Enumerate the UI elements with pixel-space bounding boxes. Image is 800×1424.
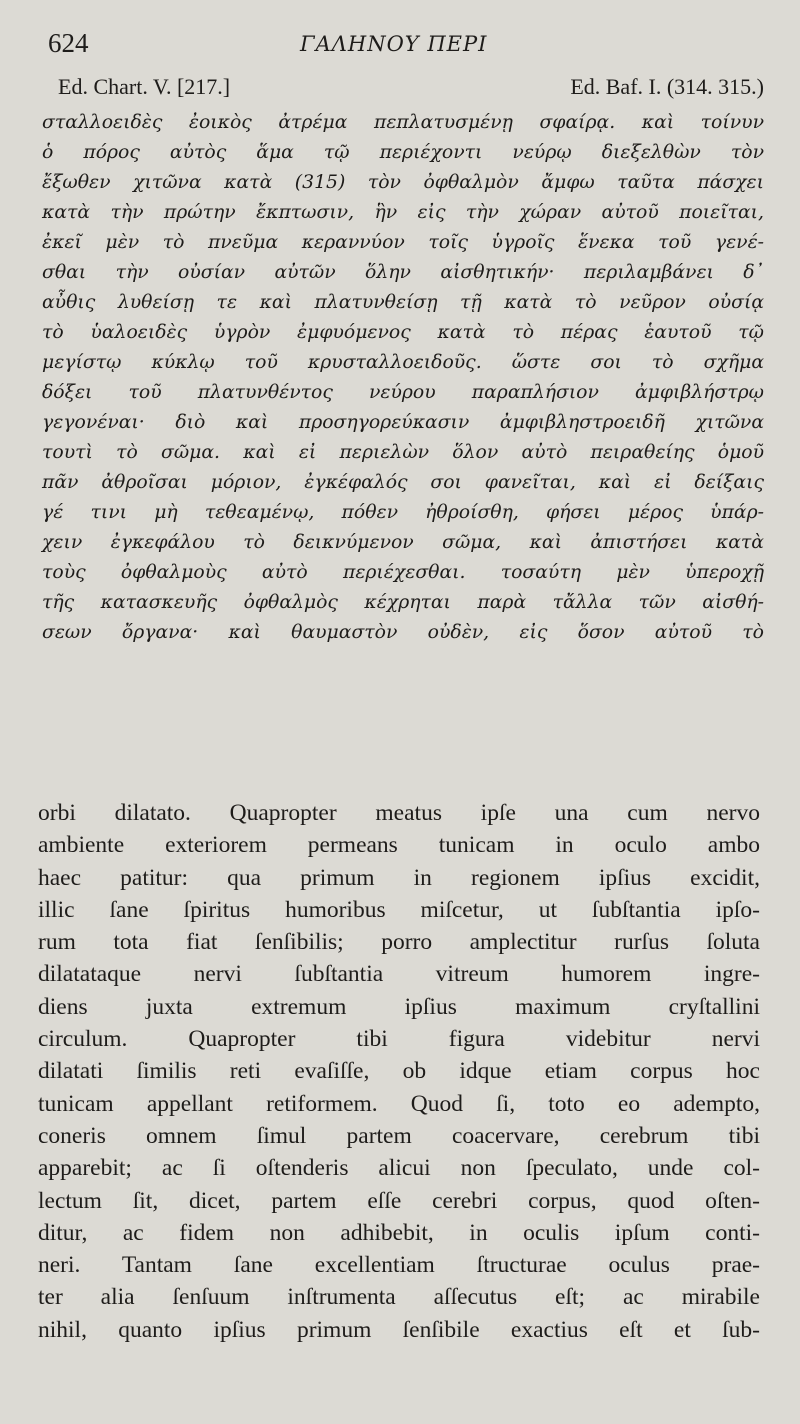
latin-line: lectum ſit, dicet, partem eſſe cerebri corpus, quod oſten- (38, 1187, 760, 1214)
greek-text-block (42, 108, 764, 648)
greek-line: χειν ἐγκεφάλου τὸ δεικνύμενον σῶμα, καὶ ἀπιστήσει κατὰ (42, 532, 764, 553)
page-header (48, 24, 760, 64)
latin-line: neri. Tantam ſane excellentiam ſtructurae oculus prae- (38, 1252, 760, 1279)
page-number: 624 (48, 28, 89, 58)
latin-line: circulum. Quapropter tibi figura videbitur nervi (38, 1026, 760, 1053)
greek-line: πᾶν ἀθροῖσαι μόριον, ἐγκέφαλός σοι φανεῖται, καὶ εἰ δείξαις (42, 472, 764, 493)
latin-text-block (38, 797, 760, 1346)
latin-line: ter alia ſenſuum inſtrumenta aſſecutus eſt; ac mirabile (38, 1284, 760, 1311)
latin-line: ditur, ac fidem non adhibebit, in oculis ipſum conti- (38, 1219, 760, 1246)
edition-chart-reference: Ed. Chart. V. [217.] (58, 74, 231, 99)
latin-line: nihil, quanto ipſius primum ſenſibile exactius eſt et ſub- (38, 1316, 760, 1343)
latin-line: dilatataque nervi ſubſtantia vitreum humorem ingre- (38, 961, 760, 988)
latin-line: rum tota fiat ſenſibilis; porro amplectitur rurſus ſoluta (38, 929, 760, 956)
edition-bas-reference: Ed. Baf. I. (314. 315.) (570, 74, 764, 99)
greek-line: σταλλοειδὲς ἐοικὸς ἀτρέμα πεπλατυσμένῃ σφαίρᾳ. καὶ τοίνυν (42, 112, 764, 133)
latin-line: tunicam appellant retiformem. Quod ſi, toto eo adempto, (38, 1090, 760, 1117)
greek-line: τοὺς ὀφθαλμοὺς αὐτὸ περιέχεσθαι. τοσαύτη μὲν ὑπεροχῇ (42, 562, 764, 583)
latin-line: coneris omnem ſimul partem coacervare, cerebrum tibi (38, 1122, 760, 1149)
greek-line: κατὰ τὴν πρώτην ἔκπτωσιν, ἣν εἰς τὴν χώραν αὐτοῦ ποιεῖται, (42, 202, 764, 223)
greek-line: ἔξωθεν χιτῶνα κατὰ (315) τὸν ὀφθαλμὸν ἄμφω ταῦτα πάσχει (42, 172, 764, 193)
latin-line: haec patitur: qua primum in regionem ipſius excidit, (38, 864, 760, 891)
greek-line: σθαι τὴν οὐσίαν αὐτῶν ὅλην αἰσθητικήν· περιλαμβάνει δ᾽ (42, 262, 764, 283)
greek-line: γεγονέναι· διὸ καὶ προσηγορεύκασιν ἀμφιβληστροειδῆ χιτῶνα (42, 412, 764, 433)
greek-line: δόξει τοῦ πλατυνθέντος νεύρου παραπλήσιον ἀμφιβλήστρῳ (42, 382, 764, 403)
edition-reference-line (58, 74, 764, 102)
greek-line: σεων ὄργανα· καὶ θαυμαστὸν οὐδὲν, εἰς ὅσον αὐτοῦ τὸ (42, 622, 764, 643)
greek-line: μεγίστῳ κύκλῳ τοῦ κρυσταλλοειδοῦς. ὥστε σοι τὸ σχῆμα (42, 352, 764, 373)
greek-line: τουτὶ τὸ σῶμα. καὶ εἰ περιελὼν ὅλον αὐτὸ πειραθείης ὁμοῦ (42, 442, 764, 463)
latin-line: orbi dilatato. Quapropter meatus ipſe una cum nervo (38, 800, 760, 826)
greek-line: ἐκεῖ μὲν τὸ πνεῦμα κεραννύον τοῖς ὑγροῖς ἕνεκα τοῦ γενέ- (42, 232, 764, 253)
latin-line: apparebit; ac ſi oſtenderis alicui non ſpeculato, unde col- (38, 1155, 760, 1182)
greek-line: ὁ πόρος αὐτὸς ἅμα τῷ περιέχοντι νεύρῳ διεξελθὼν τὸν (42, 142, 764, 163)
greek-line: τὸ ὑαλοειδὲς ὑγρὸν ἐμφυόμενος κατὰ τὸ πέρας ἑαυτοῦ τῷ (42, 322, 764, 343)
running-title: ΓΑΛΗΝΟΥ ΠΕΡΙ (300, 32, 488, 56)
latin-line: diens juxta extremum ipſius maximum cryſtallini (38, 993, 760, 1020)
greek-line: τῆς κατασκευῆς ὀφθαλμὸς κέχρηται παρὰ τἄλλα τῶν αἰσθή- (42, 592, 764, 613)
latin-line: illic ſane ſpiritus humoribus miſcetur, ut ſubſtantia ipſo- (38, 896, 760, 923)
greek-line: γέ τινι μὴ τεθεαμένῳ, πόθεν ἠθροίσθη, φήσει μέρος ὑπάρ- (42, 502, 764, 523)
greek-line: αὖθις λυθείσῃ τε καὶ πλατυνθείσῃ τῇ κατὰ τὸ νεῦρον οὐσίᾳ (42, 292, 764, 313)
latin-line: dilatati ſimilis reti evaſiſſe, ob idque etiam corpus hoc (38, 1058, 760, 1085)
latin-line: ambiente exteriorem permeans tunicam in oculo ambo (38, 832, 760, 859)
